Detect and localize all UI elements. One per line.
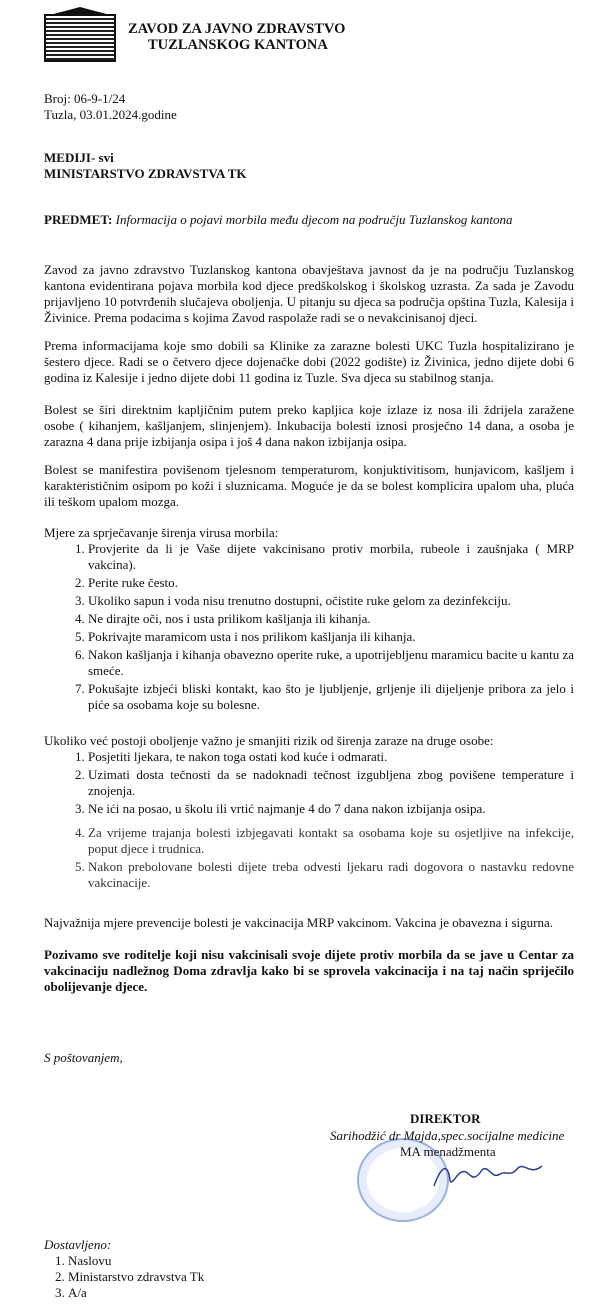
illness-item: 2. Uzimati dosta tečnosti da se nadoknadi tečnost izgubljena zbog povišene temperature i znojenja. (88, 767, 574, 799)
measure-item: 3. Ukoliko sapun i voda nisu trenutno dostupni, očistite ruke gelom za dezinfekciju. (88, 593, 574, 609)
organization-name (128, 21, 345, 53)
measure-item: 7. Pokušajte izbjeći bliski kontakt, kao što je ljubljenje, grljenje ili dijeljenje pribora za jelo i piće sa osobama koje su bolesne. (88, 681, 574, 713)
measures-section (44, 525, 574, 715)
prevention-paragraph: Najvažnija mjere prevencije bolesti je vakcinacija MRP vakcinom. Vakcina je obavezna i sigurna. (44, 915, 553, 930)
delivery-list (44, 1253, 204, 1301)
subject-text: Informacija o pojavi morbila među djecom na području Tuzlanskog kantona (115, 212, 513, 227)
signatory-name: Sarihodžić dr Majda,spec.socijalne medicine (330, 1128, 565, 1143)
measures-list (44, 541, 574, 713)
handwritten-signature (430, 1158, 550, 1192)
subject-label: PREDMET: (44, 212, 113, 227)
document-meta (44, 91, 177, 123)
illness-item: 3. Ne ići na posao, u školu ili vrtić najmanje 4 do 7 dana nakon izbijanja osipa. (88, 801, 574, 817)
illness-list (44, 749, 574, 891)
paragraph-3: Bolest se širi direktnim kapljičnim putem preko kapljica koje izlaze iz nosa ili ždrijela zaražene osobe ( kihanjem, kašljanjem, slinjenjem). Inkubacija bolesti iznosi prosječno 14 dana, a osoba je zarazna 4 dana prije izbijanja osipa i još 4 dana nakon izbijanja osipa. (44, 402, 574, 449)
illness-intro: Ukoliko već postoji oboljenje važno je smanjiti rizik od širenja zaraze na druge osobe: (44, 733, 494, 748)
measure-item: 6. Nakon kašljanja i kihanja obavezno operite ruke, a upotrijebljenu maramicu bacite u kantu za smeće. (88, 647, 574, 679)
delivered-label: Dostavljeno: (44, 1237, 112, 1252)
measures-intro: Mjere za sprječavanje širenja virusa morbila: (44, 525, 279, 540)
appeal-paragraph: Pozivamo sve roditelje koji nisu vakcinisali svoje dijete protiv morbila da se jave u Centar za vakcinaciju nadležnog Doma zdravlja kako bi se sprovela vakcinacija i na taj način spriječilo obolijevanje djece. (44, 947, 574, 994)
paragraph-4: Bolest se manifestira povišenom tjelesnom temperaturom, konjuktivitisom, hunjavicom, kašljem i karakterističnim osipom po koži i sluznicama. Moguće je da se bolest komplicira upalom uha, pluća ili teškom upalom mozga. (44, 462, 574, 509)
recipients (44, 150, 247, 182)
measure-item: 1. Provjerite da li je Vaše dijete vakcinisano protiv morbila, rubeole i zaušnjaka ( MRP vakcina). (88, 541, 574, 573)
reference-number: Broj: 06-9-1/24 (44, 91, 126, 106)
illness-item: 4. Za vrijeme trajanja bolesti izbjegavati kontakt sa osobama koje su osjetljive na infekcije, poput djece i trudnica. (88, 825, 574, 857)
org-line-1: ZAVOD ZA JAVNO ZDRAVSTVO (128, 21, 346, 37)
illness-section (44, 733, 574, 893)
illness-item: 5. Nakon prebolovane bolesti dijete treba odvesti ljekaru radi dogovora o nastavku redovne vakcinacije. (88, 859, 574, 891)
org-line-2: TUZLANSKOG KANTONA (148, 37, 328, 53)
place-date: Tuzla, 03.01.2024.godine (44, 107, 177, 122)
illness-item: 1. Posjetiti ljekara, te nakon toga ostati kod kuće i odmarati. (88, 749, 574, 765)
delivery-item: 2. Ministarstvo zdravstva Tk (68, 1269, 204, 1285)
subject-line (44, 212, 512, 228)
institution-logo (44, 14, 116, 62)
delivery-item: 1. Naslovu (68, 1253, 204, 1269)
measure-item: 2. Perite ruke često. (88, 575, 574, 591)
paragraph-1: Zavod za javno zdravstvo Tuzlanskog kantona obavještava javnost da je na području Tuzlanskog kantona evidentirana pojava morbila kod djece predškolskog i školskog uzrasta. Za sada je Zavodu prijavljeno 10 potvrđenih slučajeva oboljenja. U pitanju su djeca sa područja opština Tuzla, Kalesija i Živinice. Prema podacima s kojima Zavod raspolaže radi se o nevakcinisanoj djeci. (44, 262, 574, 325)
paragraph-2: Prema informacijama koje smo dobili sa Klinike za zarazne bolesti UKC Tuzla hospitalizirano je šestero djece. Radi se o četvero djece dojenačke dobi (2022 godište) iz Živinica, jedno dijete dobi 6 godina iz Kalesije i jedno dijete dobi 11 godina iz Tuzle. Sva djeca su stabilnog stanja. (44, 338, 574, 385)
signatory-title: MA menadžmenta (400, 1144, 496, 1159)
delivery-item: 3. A/a (68, 1285, 204, 1301)
greeting: S poštovanjem, (44, 1050, 123, 1065)
recipient-line-2: MINISTARSTVO ZDRAVSTVA TK (44, 166, 247, 181)
recipient-line-1: MEDIJI- svi (44, 150, 114, 165)
director-label: DIREKTOR (410, 1111, 481, 1126)
measure-item: 4. Ne dirajte oči, nos i usta prilikom kašljanja ili kihanja. (88, 611, 574, 627)
measure-item: 5. Pokrivajte maramicom usta i nos prilikom kašljanja ili kihanja. (88, 629, 574, 645)
